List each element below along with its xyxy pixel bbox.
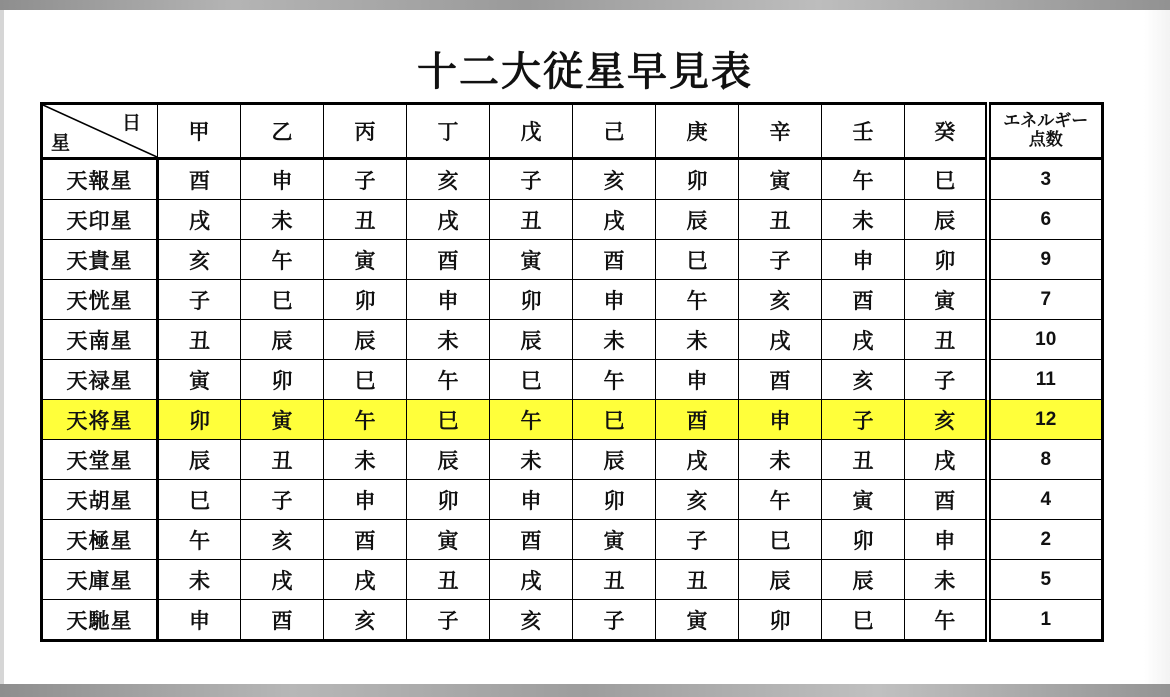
branch-cell: 戌: [656, 440, 739, 480]
table-row: [42, 520, 1103, 560]
branch-cell: 亥: [573, 159, 656, 200]
branch-cell: 巳: [158, 480, 241, 520]
star-name-cell: 天報星: [42, 159, 158, 200]
table-row: [42, 280, 1103, 320]
branch-cell: 卯: [573, 480, 656, 520]
branch-cell: 申: [241, 159, 324, 200]
branch-cell: 酉: [822, 280, 905, 320]
branch-cell: 酉: [739, 360, 822, 400]
energy-points-cell: 6: [988, 200, 1103, 240]
header-row: [42, 104, 1103, 159]
branch-cell: 卯: [158, 400, 241, 440]
table-row: [42, 600, 1103, 641]
branch-cell: 寅: [158, 360, 241, 400]
energy-points-cell: 12: [988, 400, 1103, 440]
branch-cell: 巳: [739, 520, 822, 560]
branch-cell: 午: [573, 360, 656, 400]
branch-cell: 寅: [656, 600, 739, 641]
branch-cell: 巳: [822, 600, 905, 641]
branch-cell: 卯: [407, 480, 490, 520]
table-row: [42, 560, 1103, 600]
star-name-cell: 天馳星: [42, 600, 158, 641]
branch-cell: 戌: [324, 560, 407, 600]
branch-cell: 亥: [241, 520, 324, 560]
branch-cell: 亥: [407, 159, 490, 200]
branch-cell: 申: [573, 280, 656, 320]
branch-cell: 丑: [573, 560, 656, 600]
branch-cell: 申: [158, 600, 241, 641]
stem-header: 乙: [241, 104, 324, 159]
branch-cell: 丑: [407, 560, 490, 600]
branch-cell: 亥: [490, 600, 573, 641]
top-frame-strip: [0, 0, 1170, 10]
branch-cell: 戌: [822, 320, 905, 360]
branch-cell: 酉: [407, 240, 490, 280]
right-frame-strip: [1144, 10, 1170, 684]
stem-header: 癸: [905, 104, 988, 159]
energy-points-cell: 9: [988, 240, 1103, 280]
branch-cell: 丑: [822, 440, 905, 480]
star-name-cell: 天胡星: [42, 480, 158, 520]
left-frame-strip: [0, 10, 4, 684]
table-row: [42, 240, 1103, 280]
stem-header: 甲: [158, 104, 241, 159]
branch-cell: 未: [490, 440, 573, 480]
branch-cell: 辰: [158, 440, 241, 480]
branch-cell: 卯: [324, 280, 407, 320]
branch-cell: 申: [407, 280, 490, 320]
branch-cell: 巳: [407, 400, 490, 440]
branch-cell: 丑: [158, 320, 241, 360]
branch-cell: 未: [241, 200, 324, 240]
branch-cell: 子: [905, 360, 988, 400]
branch-cell: 辰: [656, 200, 739, 240]
table-body: [42, 159, 1103, 641]
branch-cell: 未: [739, 440, 822, 480]
page-title: 十二大従星早見表: [417, 49, 753, 95]
energy-points-cell: 3: [988, 159, 1103, 200]
branch-cell: 丑: [490, 200, 573, 240]
branch-cell: 子: [490, 159, 573, 200]
branch-cell: 辰: [822, 560, 905, 600]
table-row: [42, 440, 1103, 480]
branch-cell: 酉: [490, 520, 573, 560]
branch-cell: 酉: [158, 159, 241, 200]
stem-header: 戊: [490, 104, 573, 159]
table-row: [42, 400, 1103, 440]
branch-cell: 子: [739, 240, 822, 280]
branch-cell: 子: [656, 520, 739, 560]
branch-cell: 寅: [324, 240, 407, 280]
branch-cell: 巳: [241, 280, 324, 320]
corner-header-cell: [42, 104, 158, 159]
branch-cell: 卯: [739, 600, 822, 641]
branch-cell: 午: [158, 520, 241, 560]
branch-cell: 申: [324, 480, 407, 520]
branch-cell: 未: [905, 560, 988, 600]
star-chart-table: [40, 102, 1104, 642]
table-row: [42, 159, 1103, 200]
branch-cell: 辰: [241, 320, 324, 360]
branch-cell: 午: [241, 240, 324, 280]
branch-cell: 亥: [822, 360, 905, 400]
star-name-cell: 天印星: [42, 200, 158, 240]
branch-cell: 未: [656, 320, 739, 360]
branch-cell: 申: [739, 400, 822, 440]
star-name-cell: 天南星: [42, 320, 158, 360]
corner-day-label: 日: [121, 112, 141, 134]
branch-cell: 寅: [490, 240, 573, 280]
branch-cell: 子: [822, 400, 905, 440]
branch-cell: 酉: [656, 400, 739, 440]
branch-cell: 寅: [739, 159, 822, 200]
branch-cell: 戌: [158, 200, 241, 240]
branch-cell: 卯: [241, 360, 324, 400]
branch-cell: 丑: [324, 200, 407, 240]
branch-cell: 未: [822, 200, 905, 240]
branch-cell: 酉: [905, 480, 988, 520]
branch-cell: 戌: [241, 560, 324, 600]
energy-points-cell: 11: [988, 360, 1103, 400]
branch-cell: 午: [905, 600, 988, 641]
branch-cell: 寅: [407, 520, 490, 560]
branch-cell: 午: [407, 360, 490, 400]
branch-cell: 酉: [324, 520, 407, 560]
branch-cell: 辰: [407, 440, 490, 480]
star-name-cell: 天堂星: [42, 440, 158, 480]
branch-cell: 子: [158, 280, 241, 320]
branch-cell: 戌: [490, 560, 573, 600]
energy-points-cell: 4: [988, 480, 1103, 520]
branch-cell: 戌: [739, 320, 822, 360]
branch-cell: 午: [324, 400, 407, 440]
branch-cell: 未: [158, 560, 241, 600]
branch-cell: 申: [822, 240, 905, 280]
branch-cell: 戌: [573, 200, 656, 240]
stem-header: 庚: [656, 104, 739, 159]
branch-cell: 未: [407, 320, 490, 360]
branch-cell: 寅: [822, 480, 905, 520]
star-name-cell: 天将星: [42, 400, 158, 440]
branch-cell: 丑: [739, 200, 822, 240]
branch-cell: 子: [573, 600, 656, 641]
branch-cell: 卯: [490, 280, 573, 320]
stem-header: 辛: [739, 104, 822, 159]
branch-cell: 子: [241, 480, 324, 520]
branch-cell: 辰: [905, 200, 988, 240]
branch-cell: 酉: [241, 600, 324, 641]
branch-cell: 卯: [656, 159, 739, 200]
stem-header: 丙: [324, 104, 407, 159]
energy-header-line1: エネルギー: [1003, 111, 1089, 131]
branch-cell: 寅: [573, 520, 656, 560]
branch-cell: 巳: [324, 360, 407, 400]
branch-cell: 午: [739, 480, 822, 520]
branch-cell: 申: [490, 480, 573, 520]
branch-cell: 辰: [739, 560, 822, 600]
branch-cell: 酉: [573, 240, 656, 280]
star-name-cell: 天恍星: [42, 280, 158, 320]
branch-cell: 午: [490, 400, 573, 440]
energy-points-cell: 2: [988, 520, 1103, 560]
branch-cell: 申: [656, 360, 739, 400]
branch-cell: 亥: [158, 240, 241, 280]
branch-cell: 寅: [905, 280, 988, 320]
branch-cell: 午: [656, 280, 739, 320]
branch-cell: 未: [573, 320, 656, 360]
star-name-cell: 天貴星: [42, 240, 158, 280]
branch-cell: 辰: [573, 440, 656, 480]
branch-cell: 辰: [490, 320, 573, 360]
branch-cell: 巳: [490, 360, 573, 400]
energy-points-cell: 10: [988, 320, 1103, 360]
energy-points-cell: 1: [988, 600, 1103, 641]
branch-cell: 未: [324, 440, 407, 480]
star-name-cell: 天禄星: [42, 360, 158, 400]
energy-header-line2: 点数: [1028, 130, 1063, 150]
branch-cell: 申: [905, 520, 988, 560]
energy-points-cell: 8: [988, 440, 1103, 480]
table-row: [42, 200, 1103, 240]
branch-cell: 巳: [573, 400, 656, 440]
branch-cell: 丑: [905, 320, 988, 360]
branch-cell: 亥: [905, 400, 988, 440]
star-name-cell: 天極星: [42, 520, 158, 560]
stem-header: 壬: [822, 104, 905, 159]
branch-cell: 午: [822, 159, 905, 200]
bottom-frame-strip: [0, 684, 1170, 697]
branch-cell: 子: [324, 159, 407, 200]
branch-cell: 丑: [241, 440, 324, 480]
branch-cell: 亥: [656, 480, 739, 520]
branch-cell: 卯: [822, 520, 905, 560]
branch-cell: 寅: [241, 400, 324, 440]
branch-cell: 戌: [905, 440, 988, 480]
energy-points-cell: 7: [988, 280, 1103, 320]
table-row: [42, 360, 1103, 400]
table-row: [42, 320, 1103, 360]
energy-points-header: [988, 104, 1103, 159]
stem-header: 丁: [407, 104, 490, 159]
star-name-cell: 天庫星: [42, 560, 158, 600]
branch-cell: 辰: [324, 320, 407, 360]
branch-cell: 戌: [407, 200, 490, 240]
branch-cell: 巳: [905, 159, 988, 200]
branch-cell: 亥: [324, 600, 407, 641]
stem-header: 己: [573, 104, 656, 159]
branch-cell: 卯: [905, 240, 988, 280]
table-row: [42, 480, 1103, 520]
corner-star-label: 星: [51, 132, 71, 154]
energy-points-cell: 5: [988, 560, 1103, 600]
branch-cell: 子: [407, 600, 490, 641]
branch-cell: 巳: [656, 240, 739, 280]
branch-cell: 丑: [656, 560, 739, 600]
branch-cell: 亥: [739, 280, 822, 320]
